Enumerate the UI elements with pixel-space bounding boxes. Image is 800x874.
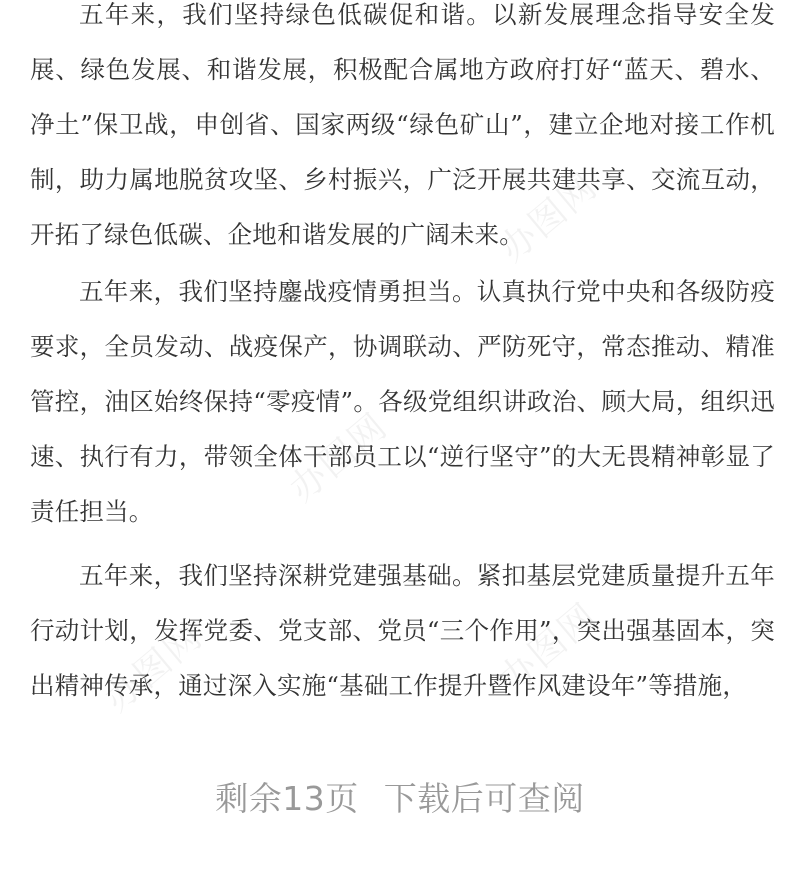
paragraph-party-building: 五年来，我们坚持深耕党建强基础。紧扣基层党建质量提升五年行动计划，发挥党委、党支部、党员“三个作用”，突出强基固本，突出精神传承，通过深入实施“基础工作提升暨作风建设年”等措施， <box>30 561 775 700</box>
watermark: 办图网 <box>97 615 211 721</box>
watermark: 办图网 <box>282 405 396 511</box>
watermark: 办图网 <box>492 165 606 271</box>
watermark: 办图网 <box>492 595 606 701</box>
paragraph-green-low-carbon: 五年来，我们坚持绿色低碳促和谐。以新发展理念指导安全发展、绿色发展、和谐发展，积极配合属地方政府打好“蓝天、碧水、净土”保卫战，申创省、国家两级“绿色矿山”，建立企地对接工作机制，助力属地脱贫攻坚、乡村振兴，广泛开展共建共享、交流互动，开拓了绿色低碳、企地和谐发展的广阔未来。 <box>30 0 775 249</box>
remaining-pages-banner[interactable]: 剩余13页 下载后可查阅 <box>215 779 585 818</box>
paragraph-epidemic-fight: 五年来，我们坚持鏖战疫情勇担当。认真执行党中央和各级防疫要求，全员发动、战疫保产，协调联动、严防死守，常态推动、精准管控，油区始终保持“零疫情”。各级党组织讲政治、顾大局，组织迅速、执行有力，带领全体干部员工以“逆行坚守”的大无畏精神彰显了责任担当。 <box>30 277 775 526</box>
